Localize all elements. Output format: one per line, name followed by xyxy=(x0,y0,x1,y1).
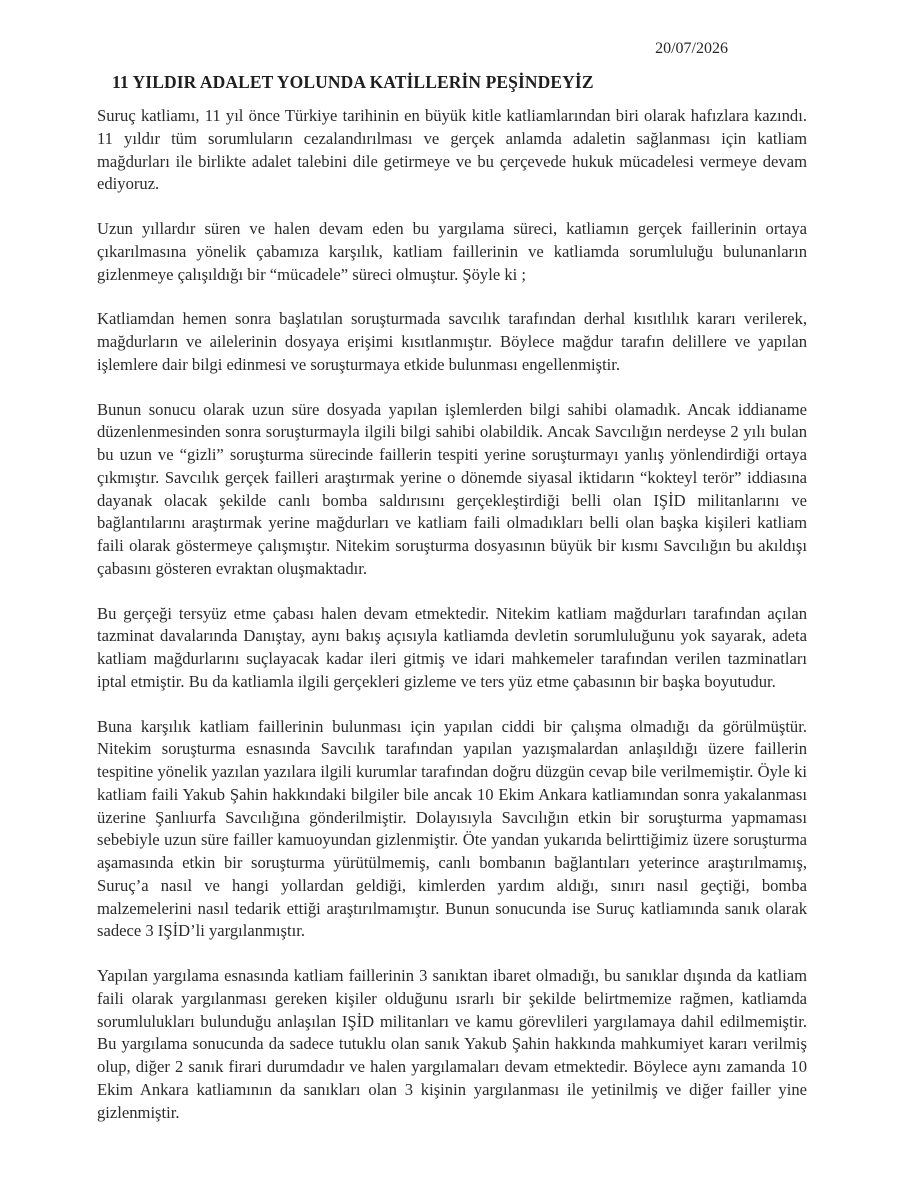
document-title: 11 YILDIR ADALET YOLUNDA KATİLLERİN PEŞİNDEYİZ xyxy=(112,72,594,92)
paragraph-compensation-cases: Bu gerçeği tersyüz etme çabası halen devam etmektedir. Nitekim katliam mağdurları tarafından açılan tazminat davalarında Danıştay, aynı bakış açısıyla katliamda devletin sorumluluğunu yok sayarak, adeta katliam mağdurlarını suçlayacak kadar ileri gitmiş ve idari mahkemeler tarafından verilen tazminatları iptal etmiştir. Bu da katliamla ilgili gerçekleri gizleme ve ters yüz etme çabasının bir başka boyutudur. xyxy=(97,603,807,691)
paragraph-trial-process: Uzun yıllardır süren ve halen devam eden bu yargılama süreci, katliamın gerçek faillerinin ortaya çıkarılmasına yönelik çabamıza karşılık, katliam faillerinin ve katliamda sorumluluğu bulunanların gizlenmeye çalışıldığı bir “mücadele” süreci olmuştur. Şöyle ki ; xyxy=(97,219,807,284)
document-date: 20/07/2026 xyxy=(655,40,728,57)
paragraph-trial-outcome: Yapılan yargılama esnasında katliam faillerinin 3 sanıktan ibaret olmadığı, bu sanıklar dışında da katliam faili olarak yargılanması gereken kişiler olduğunu ısrarlı bir şekilde belirtmemize rağmen, katliamda sorumlulukları bulunduğu anlaşılan IŞİD militanları ve kamu görevlileri yargılamaya dahil edilmemiştir. Bu yargılama sonucunda da sadece tutuklu olan sanık Yakub Şahin hakkında mahkumiyet kararı verilmiş olup, diğer 2 sanık firari durumdadır ve halen yargılamaları devam etmektedir. Böylece aynı zamanda 10 Ekim Ankara katliamının da sanıkları olan 3 kişinin yargılanması ile yetinilmiş ve diğer failler yine gizlenmiştir. xyxy=(97,966,807,1122)
paragraph-restriction-order: Katliamdan hemen sonra başlatılan soruşturmada savcılık tarafından derhal kısıtlılık kararı verilerek, mağdurların ve ailelerinin dosyaya erişimi kısıtlanmıştır. Böylece mağdur tarafın delillere ve yapılan işlemlere dair bilgi edinmesi ve soruşturmaya etkide bulunması engellenmiştir. xyxy=(97,309,807,374)
paragraph-intro: Suruç katliamı, 11 yıl önce Türkiye tarihinin en büyük kitle katliamlarından biri olarak hafızlara kazındı. 11 yıldır tüm sorumluların cezalandırılması ve gerçek anlamda adaletin sağlanması için katliam mağdurları ile birlikte adalet talebini dile getirmeye ve bu çerçevede hukuk mücadelesi vermeye devam ediyoruz. xyxy=(97,106,807,194)
paragraph-investigation-failures: Buna karşılık katliam faillerinin bulunması için yapılan ciddi bir çalışma olmadığı da görülmüştür. Nitekim soruşturma esnasında Savcılık tarafından yapılan yazışmalardan anlaşıldığı üzere faillerin tespitine yönelik yazılan yazılara ilgili kurumlar tarafından doğru düzgün cevap bile verilmemiştir. Öyle ki katliam faili Yakub Şahin hakkındaki bilgiler bile ancak 10 Ekim Ankara katliamından sonra yakalanması üzerine Şanlıurfa Savcılığına gönderilmiştir. Dolayısıyla Savcılığın etkin bir soruşturma yapmaması sebebiyle uzun süre failler kamuoyundan gizlenmiştir. Öte yandan yukarıda belirttiğimiz üzere soruşturma aşamasında etkin bir soruşturma yürütülmemiş, canlı bombanın bağlantıları yeterince araştırılmamış, Suruç’a nasıl ve hangi yollardan geldiği, kimlerden yardım aldığı, sınırı nasıl geçtiği, bomba malzemelerini nasıl tedarik ettiği araştırılmamıştır. Bunun sonucunda ise Suruç katliamında sanık olarak sadece 3 IŞİD’li yargılanmıştır. xyxy=(97,716,807,941)
paragraph-indictment: Bunun sonucu olarak uzun süre dosyada yapılan işlemlerden bilgi sahibi olamadık. Ancak iddianame düzenlenmesinden sonra soruşturmayla ilgili bilgi sahibi olabildik. Ancak Savcılığın nerdeyse 2 yılı bulan bu uzun ve “gizli” soruşturma sürecinde faillerin tespiti yerine soruşturmayı yanlış yönlendirdiği ortaya çıkmıştır. Savcılık gerçek failleri araştırmak yerine o dönemde siyasal iktidarın “kokteyl terör” iddiasına dayanak olacak şekilde canlı bomba saldırısını gerçekleştirdiği belli olan IŞİD militanlarını ve bağlantılarını araştırmak yerine mağdurları ve katliam faili olmadıkları belli olan başka kişileri katliam faili olarak göstermeye çalışmıştır. Nitekim soruşturma dosyasının büyük bir kısmı Savcılığın bu akıldışı çabasını gösteren evraktan oluşmaktadır. xyxy=(97,399,807,578)
document-body xyxy=(97,105,807,1146)
